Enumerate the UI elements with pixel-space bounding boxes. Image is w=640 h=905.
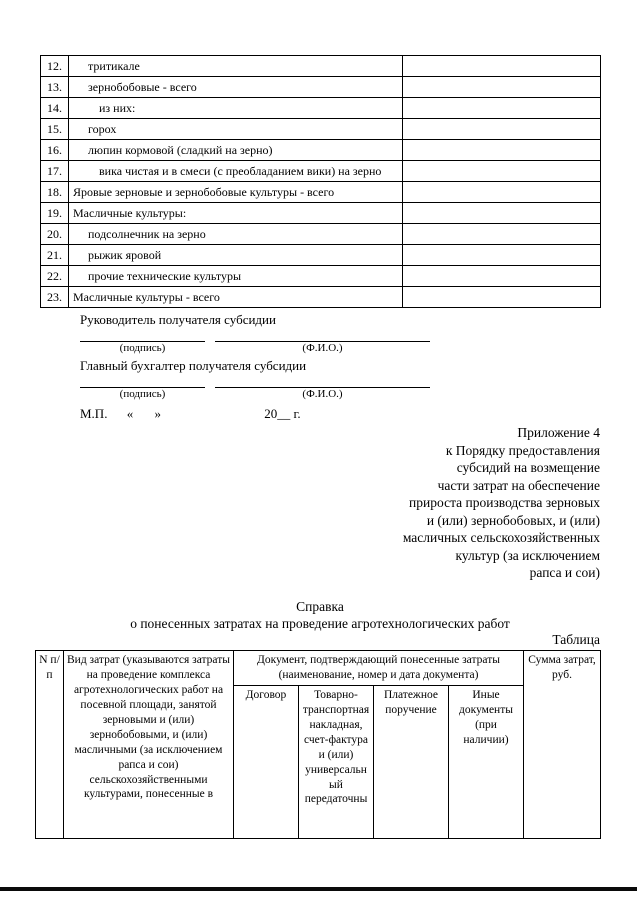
appendix-line: масличных сельскохозяйственных xyxy=(402,530,600,545)
signature-line xyxy=(80,329,205,342)
accountant-signatory-title: Главный бухгалтер получателя субсидии xyxy=(80,358,307,373)
row-value-empty xyxy=(403,98,601,119)
row-value-empty xyxy=(403,224,601,245)
row-number: 20. xyxy=(41,224,69,245)
col-header-other-documents: Иные документы (при наличии) xyxy=(449,685,524,838)
quote-open: « xyxy=(126,406,134,421)
crops-table-body xyxy=(41,56,601,308)
row-value-empty xyxy=(403,182,601,203)
podpis-caption: (подпись) xyxy=(119,342,166,354)
row-number: 23. xyxy=(41,287,69,308)
col-header-waybill: Товарно-транспортная накладная, счет-фактура и (или) универсальный передаточны xyxy=(299,685,374,838)
spravka-title: Справка xyxy=(296,599,344,614)
col-header-sum: Сумма затрат, руб. xyxy=(524,651,601,839)
appendix-line: рапса и сои) xyxy=(529,565,600,580)
row-value-empty xyxy=(403,119,601,140)
signature-line xyxy=(80,375,205,388)
table-row xyxy=(41,56,601,77)
appendix-block xyxy=(300,424,600,582)
row-value-empty xyxy=(403,266,601,287)
costs-table xyxy=(35,650,601,839)
col-header-payment-order: Платежное поручение xyxy=(374,685,449,838)
row-number: 16. xyxy=(41,140,69,161)
table-row xyxy=(41,161,601,182)
row-value-empty xyxy=(403,56,601,77)
fio-line xyxy=(215,329,430,342)
fio-caption: (Ф.И.О.) xyxy=(302,388,343,400)
spravka-subtitle: о понесенных затратах на проведение агротехнологических работ xyxy=(130,616,510,631)
row-value-empty xyxy=(403,140,601,161)
col-header-document-group: Документ, подтверждающий понесенные затраты (наименование, номер и дата документа) xyxy=(234,651,524,686)
row-number: 22. xyxy=(41,266,69,287)
table-caption: Таблица xyxy=(552,632,600,647)
row-number: 21. xyxy=(41,245,69,266)
col-header-n: N п/п xyxy=(36,651,64,839)
table-row xyxy=(41,224,601,245)
row-label: прочие технические культуры xyxy=(69,266,403,287)
year-blank: 20__ г. xyxy=(264,406,301,421)
table-row xyxy=(41,245,601,266)
fio-line xyxy=(215,375,430,388)
row-label: тритикале xyxy=(69,56,403,77)
row-value-empty xyxy=(403,161,601,182)
row-value-empty xyxy=(403,203,601,224)
page-bottom-scan-line xyxy=(0,887,637,891)
row-value-empty xyxy=(403,287,601,308)
row-label: рыжик яровой xyxy=(69,245,403,266)
accountant-signature-lines xyxy=(80,375,440,388)
table-row xyxy=(41,287,601,308)
table-row xyxy=(41,119,601,140)
row-label: люпин кормовой (сладкий на зерно) xyxy=(69,140,403,161)
table-row xyxy=(41,77,601,98)
row-label: Масличные культуры: xyxy=(69,203,403,224)
appendix-line: к Порядку предоставления xyxy=(445,442,600,458)
appendix-line: культур (за исключением xyxy=(455,547,600,563)
row-label: горох xyxy=(69,119,403,140)
head-signature-captions xyxy=(80,342,440,356)
row-value-empty xyxy=(403,245,601,266)
row-number: 12. xyxy=(41,56,69,77)
costs-header-row-1 xyxy=(36,651,601,686)
mp-label: М.П. xyxy=(80,406,108,421)
row-number: 13. xyxy=(41,77,69,98)
fio-caption: (Ф.И.О.) xyxy=(302,342,343,354)
table-row xyxy=(41,98,601,119)
row-label: из них: xyxy=(69,98,403,119)
appendix-line: прироста производства зерновых xyxy=(409,495,600,510)
row-label: вика чистая и в смеси (с преобладанием вики) на зерно xyxy=(69,161,403,182)
row-number: 19. xyxy=(41,203,69,224)
accountant-signature-captions xyxy=(80,388,440,402)
stamp-date-row xyxy=(80,406,440,422)
row-number: 18. xyxy=(41,182,69,203)
signature-block xyxy=(80,312,440,422)
crops-table xyxy=(40,55,601,308)
col-header-contract: Договор xyxy=(234,685,299,838)
row-label: Яровые зерновые и зернобобовые культуры - всего xyxy=(69,182,403,203)
table-row xyxy=(41,203,601,224)
head-signatory-title: Руководитель получателя субсидии xyxy=(80,312,276,327)
col-header-expense-type: Вид затрат (указываются затраты на проведение комплекса агротехнологических работ на посевной площади, занятой зерновыми и (или) зернобобовыми, и (или) масличными (за исключением рапса и сои) сельскохозяйственными культурами, понесенные в xyxy=(64,651,234,839)
head-signature-lines xyxy=(80,329,440,342)
row-label: подсолнечник на зерно xyxy=(69,224,403,245)
table-row xyxy=(41,266,601,287)
podpis-caption: (подпись) xyxy=(119,388,166,400)
row-number: 14. xyxy=(41,98,69,119)
row-value-empty xyxy=(403,77,601,98)
appendix-line: Приложение 4 xyxy=(517,425,600,440)
row-number: 17. xyxy=(41,161,69,182)
appendix-line: и (или) зернобобовых, и (или) xyxy=(426,512,600,528)
table-row xyxy=(41,140,601,161)
appendix-line: части затрат на обеспечение xyxy=(437,477,600,493)
row-label: зернобобовые - всего xyxy=(69,77,403,98)
row-number: 15. xyxy=(41,119,69,140)
row-label: Масличные культуры - всего xyxy=(69,287,403,308)
quote-close: » xyxy=(154,406,161,421)
appendix-line: субсидий на возмещение xyxy=(456,460,600,475)
table-row xyxy=(41,182,601,203)
